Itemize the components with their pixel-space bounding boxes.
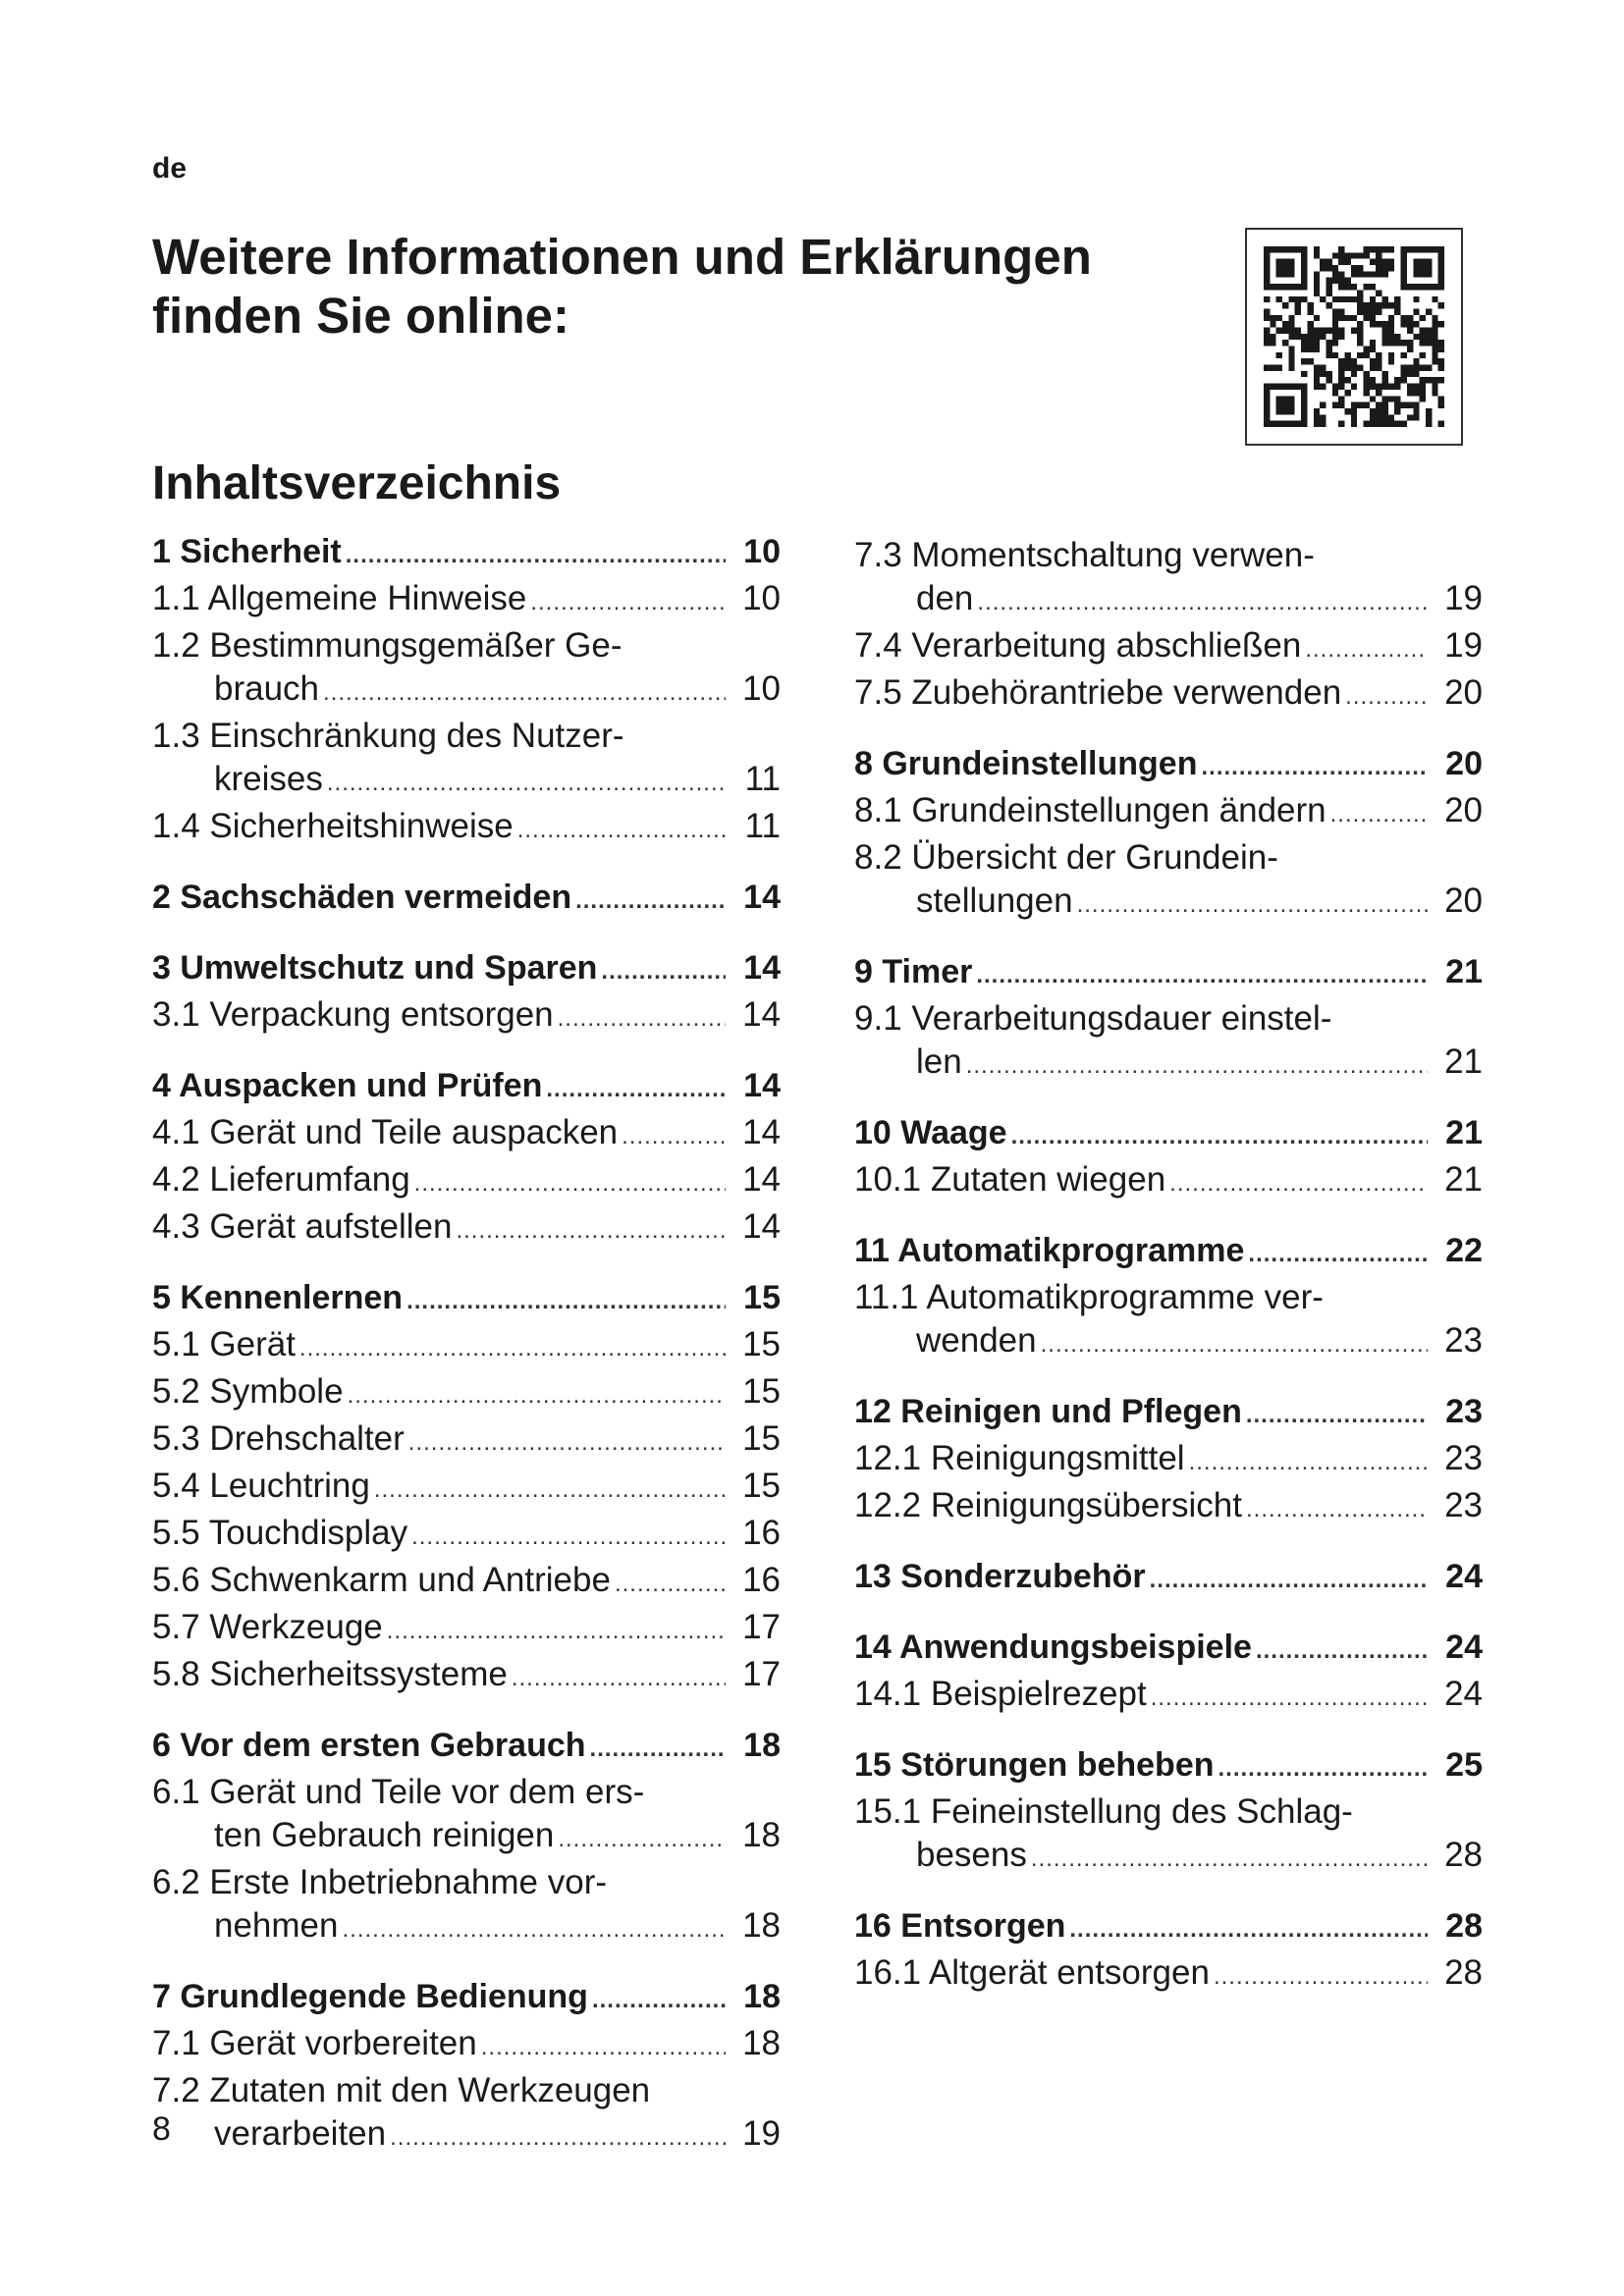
toc-section-entry[interactable] bbox=[152, 805, 781, 852]
toc-entry-page: 18 bbox=[742, 2024, 781, 2062]
toc-entry-page: 20 bbox=[1444, 673, 1483, 712]
toc-section-entry[interactable] bbox=[854, 671, 1483, 719]
toc-entry-title-continued: nehmen bbox=[214, 1906, 339, 1945]
toc-entry-page: 23 bbox=[1444, 1439, 1483, 1477]
dot-leader bbox=[1201, 746, 1428, 789]
dot-leader bbox=[1041, 1323, 1428, 1366]
dot-leader bbox=[590, 1728, 726, 1771]
dot-leader bbox=[348, 1374, 726, 1417]
dot-leader bbox=[346, 534, 726, 577]
toc-entry-title: 6.2 Erste Inbetriebnahme vor- bbox=[152, 1863, 608, 1901]
dot-leader bbox=[575, 880, 726, 923]
toc-entry-page: 20 bbox=[1444, 791, 1483, 829]
toc-section-entry[interactable] bbox=[152, 1417, 781, 1465]
toc-group bbox=[152, 876, 781, 923]
toc-entry-page: 20 bbox=[1444, 881, 1483, 920]
toc-entry-page: 18 bbox=[742, 1816, 781, 1854]
toc-entry-title: 5.8 Sicherheitssysteme bbox=[152, 1655, 508, 1693]
toc-section-entry[interactable] bbox=[854, 1158, 1483, 1205]
toc-entry-page: 15 bbox=[742, 1467, 781, 1505]
toc-section-entry[interactable] bbox=[854, 1673, 1483, 1720]
toc-group bbox=[854, 1743, 1483, 1881]
toc-section-entry[interactable] bbox=[152, 1559, 781, 1606]
dot-leader bbox=[387, 1610, 726, 1653]
toc-entry-page: 24 bbox=[1445, 1629, 1483, 1666]
toc-entry-page: 28 bbox=[1445, 1907, 1483, 1945]
toc-section-entry[interactable] bbox=[854, 1484, 1483, 1531]
dot-leader bbox=[601, 950, 726, 993]
toc-entry-title: 12.1 Reinigungsmittel bbox=[854, 1439, 1185, 1477]
toc-group bbox=[152, 1724, 781, 1951]
toc-chapter-entry[interactable] bbox=[854, 1626, 1483, 1673]
toc-entry-page: 18 bbox=[743, 1978, 781, 2015]
toc-entry-title: 16.1 Altgerät entsorgen bbox=[854, 1953, 1210, 1992]
toc-group bbox=[854, 742, 1483, 927]
toc-section-entry[interactable] bbox=[152, 577, 781, 624]
toc-entry-title: 3.1 Verpackung entsorgen bbox=[152, 995, 554, 1034]
toc-entry-page: 14 bbox=[743, 1067, 781, 1104]
toc-group bbox=[152, 1975, 781, 2160]
toc-section-entry[interactable] bbox=[854, 1437, 1483, 1484]
toc-entry-title-continued: brauch bbox=[214, 669, 320, 708]
toc-entry-title: 4 Auspacken und Prüfen bbox=[152, 1067, 543, 1104]
toc-chapter-entry[interactable] bbox=[854, 1229, 1483, 1276]
toc-entry-title: 11.1 Automatikprogramme ver- bbox=[854, 1278, 1324, 1316]
toc-entry-page: 23 bbox=[1444, 1321, 1483, 1360]
dot-leader bbox=[411, 1516, 726, 1559]
toc-section-entry[interactable] bbox=[152, 715, 781, 805]
dot-leader bbox=[558, 1818, 726, 1861]
toc-section-entry[interactable] bbox=[152, 2022, 781, 2069]
toc-entry-title: 9.1 Verarbeitungsdauer einstel- bbox=[854, 999, 1332, 1038]
toc-section-entry[interactable] bbox=[854, 836, 1483, 927]
toc-section-entry[interactable] bbox=[152, 1370, 781, 1417]
dot-leader bbox=[1077, 883, 1428, 927]
toc-group bbox=[152, 1064, 781, 1253]
toc-entry-title-continued: verarbeiten bbox=[214, 2114, 387, 2153]
toc-section-entry[interactable] bbox=[854, 534, 1483, 624]
toc-entry-title-continued: ten Gebrauch reinigen bbox=[214, 1816, 555, 1854]
dot-leader bbox=[1330, 793, 1428, 836]
toc-entry-title: 7.1 Gerät vorbereiten bbox=[152, 2024, 477, 2062]
toc-entry-title: 7.2 Zutaten mit den Werkzeugen bbox=[152, 2071, 651, 2109]
dot-leader bbox=[622, 1115, 726, 1158]
toc-chapter-entry[interactable] bbox=[152, 1724, 781, 1771]
toc-group bbox=[854, 1111, 1483, 1205]
toc-entry-title: 10.1 Zutaten wiegen bbox=[854, 1160, 1166, 1199]
dot-leader bbox=[512, 1657, 726, 1700]
toc-entry-title-continued: stellungen bbox=[916, 881, 1073, 920]
qr-code-icon bbox=[1264, 246, 1444, 427]
toc-entry-title: 11 Automatikprogramme bbox=[854, 1232, 1245, 1269]
toc-entry-page: 21 bbox=[1445, 953, 1483, 990]
toc-section-entry[interactable] bbox=[854, 1951, 1483, 1999]
toc-entry-title: 5.2 Symbole bbox=[152, 1372, 344, 1411]
toc-entry-title: 12 Reinigen und Pflegen bbox=[854, 1393, 1242, 1430]
toc-section-entry[interactable] bbox=[854, 789, 1483, 836]
toc-entry-page: 18 bbox=[742, 1906, 781, 1945]
dot-leader bbox=[517, 809, 726, 852]
dot-leader bbox=[1069, 1908, 1428, 1951]
toc-entry-page: 20 bbox=[1445, 745, 1483, 782]
toc-entry-title: 1.4 Sicherheitshinweise bbox=[152, 807, 514, 845]
toc-section-entry[interactable] bbox=[152, 1111, 781, 1158]
toc-entry-title: 13 Sonderzubehör bbox=[854, 1558, 1146, 1595]
toc-column-left bbox=[152, 530, 781, 2183]
dot-leader bbox=[977, 581, 1428, 624]
toc-entry-page: 15 bbox=[742, 1372, 781, 1411]
toc-group bbox=[152, 1276, 781, 1700]
toc-entry-title: 4.3 Gerät aufstellen bbox=[152, 1207, 453, 1246]
toc-chapter-entry[interactable] bbox=[152, 1276, 781, 1323]
toc-entry-page: 10 bbox=[742, 579, 781, 617]
toc-entry-title-continued: den bbox=[916, 579, 974, 617]
toc-entry-title: 5.5 Touchdisplay bbox=[152, 1514, 408, 1552]
toc-group bbox=[152, 530, 781, 852]
toc-entry-title: 8 Grundeinstellungen bbox=[854, 745, 1198, 782]
dot-leader bbox=[976, 954, 1428, 997]
dot-leader bbox=[1256, 1629, 1428, 1673]
toc-section-entry[interactable] bbox=[152, 1465, 781, 1512]
toc-entry-title: 5.1 Gerät bbox=[152, 1325, 296, 1363]
dot-leader bbox=[1246, 1488, 1428, 1531]
toc-chapter-entry[interactable] bbox=[854, 1390, 1483, 1437]
toc-entry-page: 19 bbox=[1444, 626, 1483, 665]
toc-entry-page: 23 bbox=[1444, 1486, 1483, 1524]
toc-entry-page: 24 bbox=[1445, 1558, 1483, 1595]
toc-entry-title: 4.1 Gerät und Teile auspacken bbox=[152, 1113, 619, 1151]
toc-column-right bbox=[854, 534, 1483, 2022]
toc-entry-title: 14.1 Beispielrezept bbox=[854, 1675, 1147, 1713]
toc-chapter-entry[interactable] bbox=[152, 1975, 781, 2022]
toc-entry-title: 7.3 Momentschaltung verwen- bbox=[854, 536, 1315, 574]
toc-section-entry[interactable] bbox=[152, 1861, 781, 1951]
dot-leader bbox=[1218, 1747, 1429, 1790]
dot-leader bbox=[966, 1044, 1428, 1088]
toc-entry-title-continued: len bbox=[916, 1042, 962, 1081]
dot-leader bbox=[323, 671, 726, 715]
toc-entry-page: 15 bbox=[742, 1325, 781, 1363]
toc-group bbox=[854, 950, 1483, 1088]
toc-group bbox=[854, 1555, 1483, 1602]
toc-entry-page: 18 bbox=[743, 1727, 781, 1764]
toc-entry-page: 14 bbox=[743, 879, 781, 916]
dot-leader bbox=[374, 1468, 726, 1512]
dot-leader bbox=[414, 1162, 726, 1205]
toc-section-entry[interactable] bbox=[152, 1323, 781, 1370]
toc-section-entry[interactable] bbox=[854, 1276, 1483, 1366]
toc-entry-title: 7.5 Zubehörantriebe verwenden bbox=[854, 673, 1342, 712]
toc-entry-page: 25 bbox=[1445, 1746, 1483, 1784]
toc-entry-page: 21 bbox=[1444, 1042, 1483, 1081]
toc-section-entry[interactable] bbox=[152, 624, 781, 715]
toc-entry-title: 10 Waage bbox=[854, 1114, 1007, 1151]
page-number: 8 bbox=[152, 2110, 171, 2148]
toc-group bbox=[854, 1626, 1483, 1720]
dot-leader bbox=[1031, 1838, 1428, 1881]
toc-section-entry[interactable] bbox=[854, 624, 1483, 671]
toc-entry-title: 12.2 Reinigungsübersicht bbox=[854, 1486, 1242, 1524]
toc-entry-title: 1.3 Einschränkung des Nutzer- bbox=[152, 717, 624, 755]
toc-chapter-entry[interactable] bbox=[152, 876, 781, 923]
language-code: de bbox=[152, 152, 188, 185]
toc-entry-title: 1.1 Allgemeine Hinweise bbox=[152, 579, 527, 617]
dot-leader bbox=[1169, 1162, 1428, 1205]
dot-leader bbox=[615, 1563, 726, 1606]
toc-entry-title-continued: besens bbox=[916, 1836, 1027, 1874]
dot-leader bbox=[1189, 1441, 1428, 1484]
dot-leader bbox=[390, 2116, 726, 2160]
toc-entry-title: 9 Timer bbox=[854, 953, 973, 990]
toc-entry-page: 28 bbox=[1444, 1836, 1483, 1874]
toc-entry-title: 15.1 Feineinstellung des Schlag- bbox=[854, 1792, 1353, 1831]
toc-section-entry[interactable] bbox=[854, 1790, 1483, 1881]
toc-entry-page: 19 bbox=[1444, 579, 1483, 617]
toc-entry-page: 10 bbox=[742, 669, 781, 708]
toc-group bbox=[854, 1904, 1483, 1999]
dot-leader bbox=[558, 997, 726, 1041]
dot-leader bbox=[1214, 1955, 1428, 1999]
toc-entry-page: 14 bbox=[742, 1160, 781, 1199]
dot-leader bbox=[1011, 1115, 1428, 1158]
toc-entry-page: 17 bbox=[742, 1655, 781, 1693]
dot-leader bbox=[1151, 1677, 1428, 1720]
toc-chapter-entry[interactable] bbox=[152, 946, 781, 993]
dot-leader bbox=[1305, 628, 1428, 671]
toc-entry-page: 14 bbox=[743, 949, 781, 987]
toc-chapter-entry[interactable] bbox=[854, 1743, 1483, 1790]
dot-leader bbox=[299, 1327, 726, 1370]
dot-leader bbox=[408, 1421, 726, 1465]
toc-chapter-entry[interactable] bbox=[854, 742, 1483, 789]
toc-entry-title: 2 Sachschäden vermeiden bbox=[152, 879, 572, 916]
toc-entry-title: 5 Kennenlernen bbox=[152, 1279, 404, 1316]
toc-entry-page: 21 bbox=[1445, 1114, 1483, 1151]
dot-leader bbox=[1150, 1559, 1428, 1602]
toc-entry-page: 16 bbox=[742, 1561, 781, 1599]
toc-entry-page: 28 bbox=[1444, 1953, 1483, 1992]
toc-entry-title: 15 Störungen beheben bbox=[854, 1746, 1215, 1784]
online-info-heading: Weitere Informationen und Erklärungen finden Sie online: bbox=[152, 229, 1092, 344]
toc-title: Inhaltsverzeichnis bbox=[152, 457, 562, 509]
toc-entry-page: 15 bbox=[742, 1419, 781, 1458]
toc-group bbox=[854, 1229, 1483, 1366]
dot-leader bbox=[592, 1979, 726, 2022]
toc-section-entry[interactable] bbox=[854, 997, 1483, 1088]
toc-section-entry[interactable] bbox=[152, 1205, 781, 1253]
dot-leader bbox=[406, 1280, 726, 1323]
dot-leader bbox=[1246, 1394, 1428, 1437]
toc-entry-title: 8.2 Übersicht der Grundein- bbox=[854, 838, 1278, 877]
toc-entry-title: 5.3 Drehschalter bbox=[152, 1419, 405, 1458]
toc-entry-title: 6 Vor dem ersten Gebrauch bbox=[152, 1727, 586, 1764]
toc-entry-title-continued: wenden bbox=[916, 1321, 1037, 1360]
dot-leader bbox=[342, 1908, 726, 1951]
toc-entry-page: 17 bbox=[742, 1608, 781, 1646]
toc-entry-title: 6.1 Gerät und Teile vor dem ers- bbox=[152, 1773, 645, 1811]
toc-entry-title: 4.2 Lieferumfang bbox=[152, 1160, 410, 1199]
toc-entry-page: 16 bbox=[742, 1514, 781, 1552]
toc-entry-title: 7 Grundlegende Bedienung bbox=[152, 1978, 588, 2015]
toc-entry-title: 3 Umweltschutz und Sparen bbox=[152, 949, 598, 987]
toc-entry-page: 23 bbox=[1445, 1393, 1483, 1430]
toc-entry-title: 5.7 Werkzeuge bbox=[152, 1608, 383, 1646]
toc-chapter-entry[interactable] bbox=[152, 530, 781, 577]
toc-section-entry[interactable] bbox=[152, 1606, 781, 1653]
toc-entry-page: 11 bbox=[744, 760, 781, 798]
dot-leader bbox=[1248, 1233, 1428, 1276]
toc-entry-page: 15 bbox=[743, 1279, 781, 1316]
toc-chapter-entry[interactable] bbox=[854, 950, 1483, 997]
dot-leader bbox=[481, 2026, 726, 2069]
toc-entry-page: 11 bbox=[744, 807, 781, 845]
toc-entry-title: 16 Entsorgen bbox=[854, 1907, 1066, 1945]
dot-leader bbox=[530, 581, 726, 624]
toc-chapter-entry[interactable] bbox=[152, 1064, 781, 1111]
toc-section-entry[interactable] bbox=[152, 2069, 781, 2160]
toc-entry-title: 1 Sicherheit bbox=[152, 533, 342, 570]
toc-section-entry[interactable] bbox=[152, 993, 781, 1041]
dot-leader bbox=[546, 1068, 726, 1111]
toc-entry-page: 10 bbox=[743, 533, 781, 570]
toc-entry-title: 5.4 Leuchtring bbox=[152, 1467, 370, 1505]
dot-leader bbox=[1345, 675, 1428, 719]
dot-leader bbox=[456, 1209, 726, 1253]
toc-entry-page: 24 bbox=[1444, 1675, 1483, 1713]
toc-entry-title: 14 Anwendungsbeispiele bbox=[854, 1629, 1252, 1666]
toc-entry-page: 14 bbox=[742, 1113, 781, 1151]
toc-entry-page: 14 bbox=[742, 1207, 781, 1246]
dot-leader bbox=[327, 762, 726, 805]
toc-entry-title-continued: kreises bbox=[214, 760, 323, 798]
toc-entry-page: 14 bbox=[742, 995, 781, 1034]
toc-group bbox=[854, 1390, 1483, 1531]
toc-entry-title: 5.6 Schwenkarm und Antriebe bbox=[152, 1561, 611, 1599]
toc-entry-title: 1.2 Bestimmungsgemäßer Ge- bbox=[152, 626, 623, 665]
toc-section-entry[interactable] bbox=[152, 1653, 781, 1700]
toc-chapter-entry[interactable] bbox=[854, 1555, 1483, 1602]
toc-section-entry[interactable] bbox=[152, 1158, 781, 1205]
toc-group bbox=[152, 946, 781, 1041]
toc-chapter-entry[interactable] bbox=[854, 1111, 1483, 1158]
toc-entry-page: 22 bbox=[1445, 1232, 1483, 1269]
toc-section-entry[interactable] bbox=[152, 1512, 781, 1559]
toc-group bbox=[854, 534, 1483, 719]
toc-entry-page: 21 bbox=[1444, 1160, 1483, 1199]
toc-entry-title: 7.4 Verarbeitung abschließen bbox=[854, 626, 1302, 665]
toc-entry-title: 8.1 Grundeinstellungen ändern bbox=[854, 791, 1326, 829]
toc-chapter-entry[interactable] bbox=[854, 1904, 1483, 1951]
qr-code[interactable] bbox=[1245, 228, 1463, 446]
toc-entry-page: 19 bbox=[742, 2114, 781, 2153]
toc-section-entry[interactable] bbox=[152, 1771, 781, 1861]
